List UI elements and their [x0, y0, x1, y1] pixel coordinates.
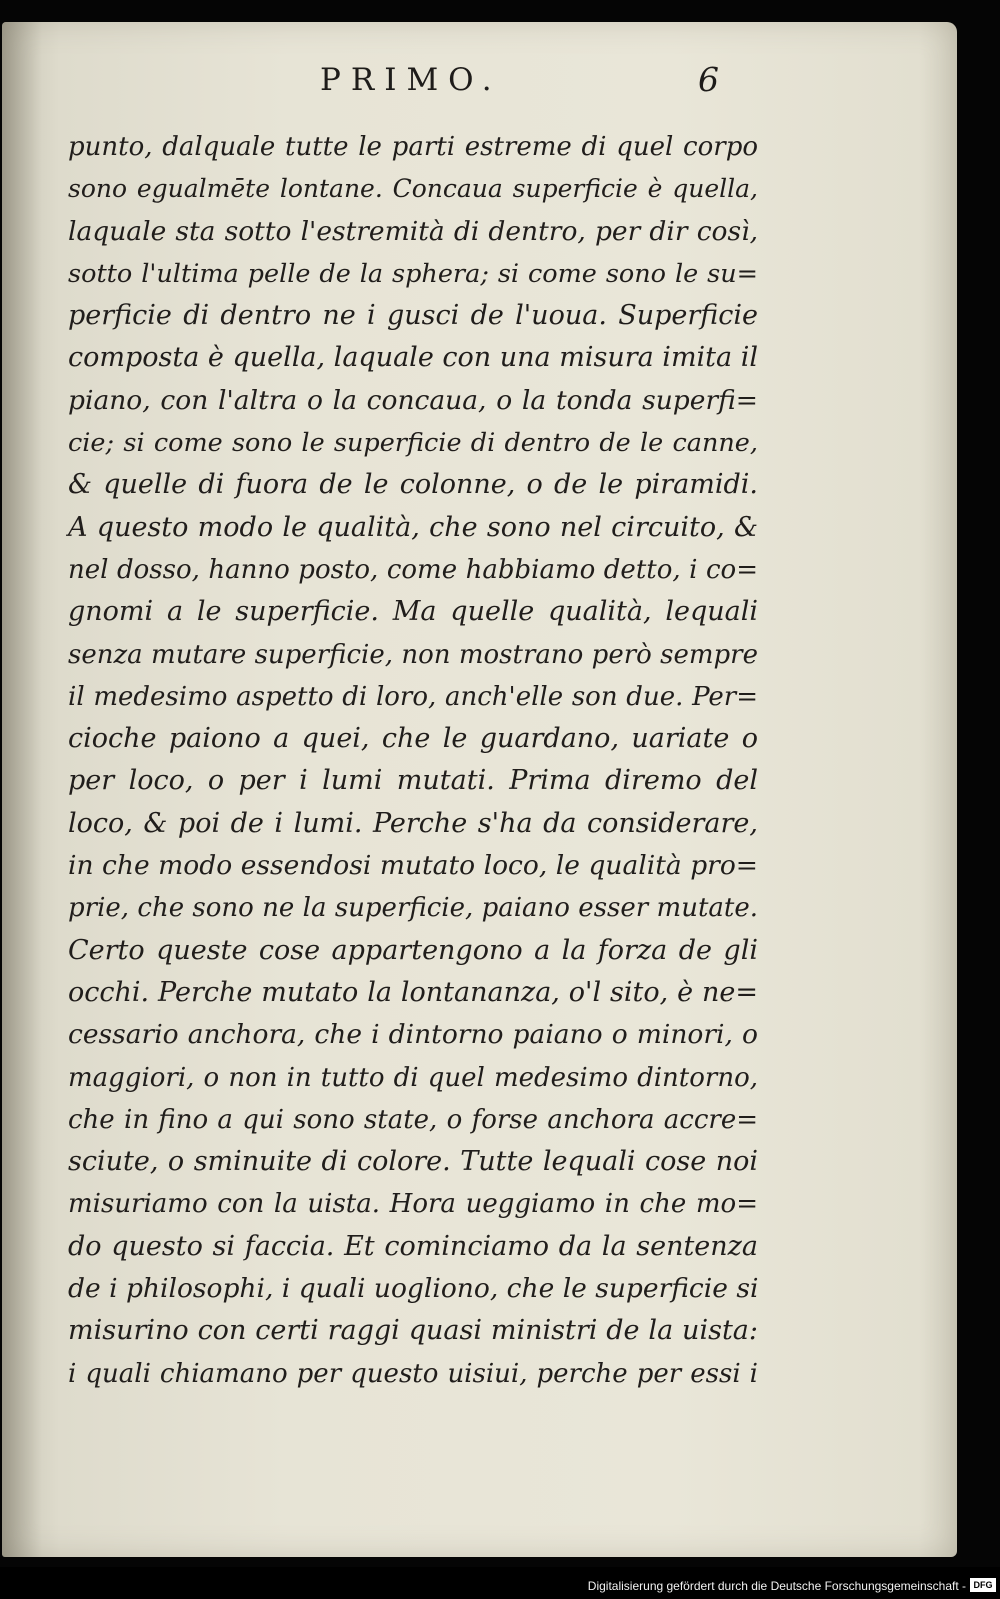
- text-line: cie; si come sono le superficie di dentro de le canne,: [68, 428, 758, 459]
- text-line: A questo modo le qualità, che sono nel circuito, &: [68, 511, 758, 543]
- page-gutter-shadow: [2, 22, 42, 1557]
- text-line: punto, dalquale tutte le parti estreme di quel corpo: [68, 132, 758, 162]
- text-line: gnomi a le superficie. Ma quelle qualità, lequali: [68, 596, 758, 628]
- text-line: per loco, o per i lumi mutati. Prima diremo del: [68, 765, 758, 797]
- text-line: sciute, o sminuite di colore. Tutte lequali cose noi: [68, 1146, 758, 1178]
- text-line: i quali chiamano per questo uisiui, perche per essi i: [68, 1358, 758, 1389]
- text-line: prie, che sono ne la superficie, paiano esser mutate.: [68, 893, 758, 924]
- text-line: de i philosophi, i quali uogliono, che le superficie si: [68, 1273, 759, 1305]
- dfg-logo-icon: DFG: [970, 1578, 996, 1592]
- text-line: sotto l'ultima pelle de la sphera; si come sono le su=: [68, 258, 758, 289]
- text-line: nel dosso, hanno posto, come habbiamo detto, i co=: [68, 554, 758, 585]
- text-line: do questo si faccia. Et cominciamo da la sentenza: [68, 1230, 758, 1262]
- text-line: occhi. Perche mutato la lontananza, o'l sito, è ne=: [68, 976, 758, 1008]
- text-line: sono egualmēte lontane. Concaua superficie è quella,: [68, 174, 758, 204]
- text-line: cessario anchora, che i dintorno paiano o minori, o: [68, 1019, 758, 1051]
- text-line: maggiori, o non in tutto di quel medesimo dintorno,: [68, 1062, 758, 1093]
- text-line: il medesimo aspetto di loro, anch'elle son due. Per=: [68, 681, 758, 712]
- text-line: senza mutare superficie, non mostrano però sempre: [68, 639, 758, 670]
- text-line: piano, con l'altra o la concaua, o la tonda superfi=: [68, 384, 758, 416]
- body-text: [68, 126, 758, 1395]
- text-line: Certo queste cose appartengono a la forza de gli: [68, 934, 758, 966]
- text-line: composta è quella, laquale con una misura imita il: [68, 342, 758, 374]
- text-line: in che modo essendosi mutato loco, le qualità pro=: [68, 850, 758, 882]
- page-number: 6: [698, 60, 719, 99]
- text-line: misuriamo con la uista. Hora ueggiamo in che mo=: [68, 1189, 758, 1220]
- text-line: & quelle di fuora de le colonne, o de le piramidi.: [68, 469, 758, 501]
- text-line: che in fino a qui sono state, o forse anchora accre=: [68, 1104, 758, 1135]
- text-line: loco, & poi de i lumi. Perche s'ha da considerare,: [68, 807, 758, 839]
- text-line: cioche paiono a quei, che le guardano, uariate o: [68, 723, 758, 755]
- digitization-credit: Digitalisierung gefördert durch die Deutsche Forschungsgemeinschaft -: [587, 1579, 966, 1593]
- text-line: misurino con certi raggi quasi ministri de la uista:: [68, 1315, 758, 1347]
- footer-bar: [0, 1567, 1000, 1599]
- text-line: perficie di dentro ne i gusci de l'uoua. Superficie: [68, 300, 758, 332]
- running-head: PRIMO.: [320, 62, 502, 98]
- text-line: laquale sta sotto l'estremità di dentro, per dir così,: [68, 215, 758, 247]
